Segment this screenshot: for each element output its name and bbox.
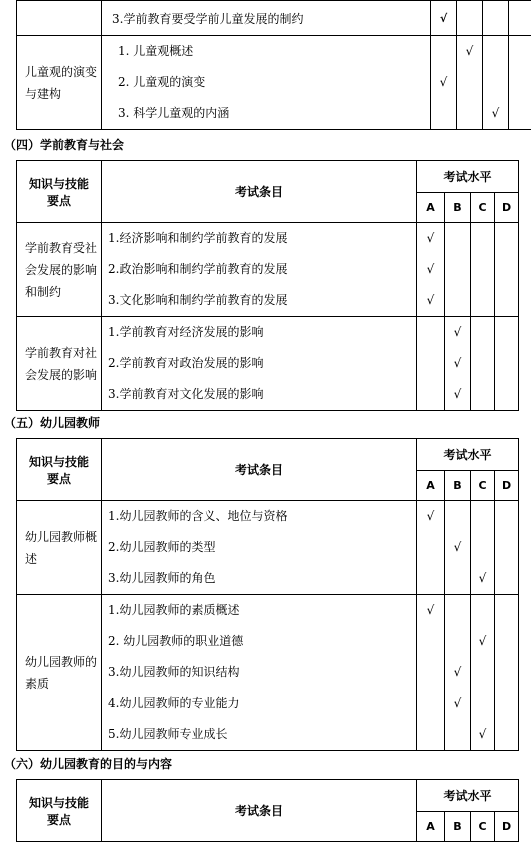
level-c: C xyxy=(471,812,495,842)
item-text: 5.幼儿园教师专业成长 xyxy=(108,727,228,741)
item-text: 1.幼儿园教师的含义、地位与资格 xyxy=(108,509,288,523)
item-text: 3. 科学儿童观的内涵 xyxy=(118,106,230,120)
item-text: 1. 儿童观概述 xyxy=(118,44,194,58)
header-knowledge: 知识与技能要点 xyxy=(17,439,102,501)
level-b: B xyxy=(445,471,471,501)
header-level: 考试水平 xyxy=(417,161,519,193)
item-text: 1.幼儿园教师的素质概述 xyxy=(108,603,240,617)
level-b: B xyxy=(445,812,471,842)
header-knowledge: 知识与技能要点 xyxy=(17,161,102,223)
item-text: 3.幼儿园教师的角色 xyxy=(108,571,216,585)
knowledge-area: 幼儿园教师概述 xyxy=(17,501,102,595)
level-c: C xyxy=(471,193,495,223)
mark-a: √ xyxy=(431,1,457,36)
item-text: 3.幼儿园教师的知识结构 xyxy=(108,665,240,679)
item-text: 2.政治影响和制约学前教育的发展 xyxy=(108,262,288,276)
table-prev: 3.学前教育要受学前儿童发展的制约 √ 儿童观的演变与建构 1. 儿童观概述 2. 儿童观的演变 3. 科学儿童观的内涵 √ √ √ xyxy=(16,0,531,130)
item-text: 3.文化影响和制约学前教育的发展 xyxy=(108,293,288,307)
item-text: 2.学前教育对政治发展的影响 xyxy=(108,356,264,370)
level-d: D xyxy=(495,812,519,842)
level-d: D xyxy=(495,471,519,501)
header-items: 考试条目 xyxy=(102,439,417,501)
knowledge-area: 幼儿园教师的素质 xyxy=(17,595,102,751)
section-heading: （四）学前教育与社会 xyxy=(4,138,125,152)
item-text: 3.学前教育要受学前儿童发展的制约 xyxy=(102,1,431,36)
item-text: 1.学前教育对经济发展的影响 xyxy=(108,325,264,339)
table-section5: 知识与技能要点 考试条目 考试水平 A B C D 幼儿园教师概述 1.幼儿园教师的含义、地位与资格 2.幼儿园教师的类型 3.幼儿园教师的角色 √ √ √ 幼儿园教师的素质 1.幼儿园教师的素质概述 2. 幼儿园教师的职业道德 3.幼儿园教师的知识结构 4.幼儿园教师的专业能力 5.幼儿园教师专业成长 √ √ √ √ √ xyxy=(16,438,519,751)
item-text: 2. 儿童观的演变 xyxy=(118,75,206,89)
level-d: D xyxy=(495,193,519,223)
knowledge-area: 儿童观的演变与建构 xyxy=(17,36,102,130)
knowledge-area: 学前教育受社会发展的影响和制约 xyxy=(17,223,102,317)
section-heading: （五）幼儿园教师 xyxy=(4,416,101,430)
section-heading: （六）幼儿园教育的目的与内容 xyxy=(4,757,173,771)
header-items: 考试条目 xyxy=(102,161,417,223)
table-section6 xyxy=(16,779,519,842)
item-text: 3.学前教育对文化发展的影响 xyxy=(108,387,264,401)
level-c: C xyxy=(471,471,495,501)
item-text: 1.经济影响和制约学前教育的发展 xyxy=(108,231,288,245)
item-text: 2. 幼儿园教师的职业道德 xyxy=(108,634,244,648)
level-b: B xyxy=(445,193,471,223)
knowledge-area: 学前教育对社会发展的影响 xyxy=(17,317,102,411)
table-section4: 知识与技能要点 考试条目 考试水平 A B C D 学前教育受社会发展的影响和制约 1.经济影响和制约学前教育的发展 2.政治影响和制约学前教育的发展 3.文化影响和制约学前教育的发展 √ √ √ 学前教育对社会发展的影响 1.学前教育对经济发展的影响 2.学前教育对政治发展的影响 3.学前教育对文化发展的影响 √ √ √ xyxy=(16,160,519,411)
level-a: A xyxy=(417,812,445,842)
header-level: 考试水平 xyxy=(417,439,519,471)
item-text: 2.幼儿园教师的类型 xyxy=(108,540,216,554)
header-knowledge: 知识与技能要点 xyxy=(17,780,102,842)
header-level: 考试水平 xyxy=(417,780,519,812)
level-a: A xyxy=(417,471,445,501)
level-a: A xyxy=(417,193,445,223)
item-text: 4.幼儿园教师的专业能力 xyxy=(108,696,240,710)
header-items: 考试条目 xyxy=(102,780,417,842)
